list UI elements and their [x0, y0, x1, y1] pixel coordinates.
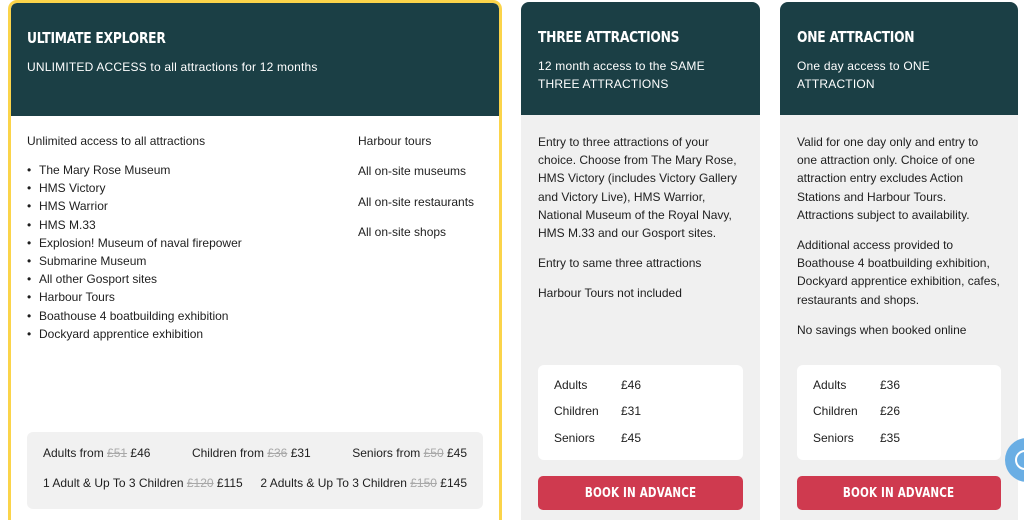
card-header [521, 2, 760, 115]
new-price: £31 [290, 446, 311, 460]
attractions-intro: Unlimited access to all attractions [27, 134, 206, 148]
price-row-adults [554, 378, 727, 393]
book-in-advance-button[interactable] [538, 476, 743, 510]
price-value: £31 [621, 404, 642, 419]
price-table [797, 365, 1001, 460]
card-header [780, 2, 1018, 115]
description-paragraph: Harbour Tours not included [538, 286, 682, 301]
card-subtitle: One day access to ONE ATTRACTION [797, 59, 930, 91]
ticket-card-one-attraction [780, 2, 1018, 520]
price-family-2-adults [260, 476, 467, 491]
new-price: £115 [216, 476, 243, 490]
price-label: Seniors [813, 430, 854, 445]
list-item: • Explosion! Museum of naval firepower [27, 234, 347, 252]
price-label: Adults [813, 378, 847, 392]
list-item: • Submarine Museum [27, 252, 347, 270]
list-item: • The Mary Rose Museum [27, 161, 347, 179]
list-item: • HMS M.33 [27, 216, 347, 234]
list-item: • HMS Victory [27, 179, 347, 197]
price-value: £36 [880, 378, 901, 392]
feature-item: All on-site shops [358, 224, 447, 239]
description-paragraph: Entry to three attractions of your choice. Choose from The Mary Rose, HMS Victory (includes Victory Gallery and Victory Live), HMS Warrior, National Museum of the Royal Navy, HMS M.33 and our Gosport sites. [538, 135, 737, 241]
card-subtitle: UNLIMITED ACCESS to all attractions for 12 months [27, 60, 318, 74]
price-label: Seniors [554, 430, 595, 445]
price-row-adults [813, 378, 985, 393]
price-row-children [554, 404, 727, 419]
price-row-children [813, 404, 985, 419]
description-paragraph: No savings when booked online [797, 322, 967, 337]
features-column [358, 134, 483, 343]
price-label: 1 Adult & Up To 3 Children [43, 476, 184, 490]
price-label: Adults [554, 378, 588, 392]
card-title: ONE ATTRACTION [797, 28, 915, 46]
feature-item: Harbour tours [358, 134, 432, 148]
book-in-advance-button[interactable] [797, 476, 1001, 510]
price-seniors [352, 446, 467, 461]
price-label: Children [554, 404, 599, 419]
price-family-1-adult [43, 476, 243, 491]
card-header [11, 3, 499, 116]
description-paragraph: Valid for one day only and entry to one attraction only. Choice of one attraction entry excludes Action Stations and Harbour Tours. Attractions subject to availability. [797, 135, 979, 222]
old-price: £50 [423, 446, 444, 460]
card-subtitle: 12 month access to the SAME THREE ATTRACTIONS [538, 59, 705, 91]
price-children [192, 446, 311, 461]
list-item: • Harbour Tours [27, 288, 347, 306]
old-price: £36 [267, 446, 288, 460]
price-value: £35 [880, 430, 901, 445]
chat-icon [1015, 450, 1024, 470]
list-item: • Dockyard apprentice exhibition [27, 325, 347, 343]
card-title: ULTIMATE EXPLORER [27, 29, 166, 47]
price-label: Children [813, 404, 858, 419]
feature-item: All on-site museums [358, 164, 467, 179]
old-price: £120 [186, 476, 214, 490]
price-value: £45 [621, 430, 642, 445]
ticket-card-ultimate-explorer [8, 0, 502, 520]
list-item: • All other Gosport sites [27, 270, 347, 288]
card-body [780, 115, 1018, 520]
attractions-column [27, 134, 347, 343]
feature-item: All on-site restaurants [358, 194, 475, 209]
ticket-card-three-attractions [521, 2, 760, 520]
price-label: 2 Adults & Up To 3 Children [260, 476, 407, 490]
price-label: Adults from [43, 446, 104, 460]
price-row-seniors [813, 431, 985, 446]
card-body [11, 116, 499, 520]
price-value: £46 [621, 378, 642, 392]
button-label: BOOK IN ADVANCE [584, 485, 697, 501]
new-price: £46 [130, 446, 151, 460]
new-price: £145 [440, 476, 467, 490]
attractions-list [27, 161, 347, 343]
price-row-individuals [43, 446, 467, 461]
description-paragraph: Additional access provided to Boathouse 4 boatbuilding exhibition, Dockyard apprentice exhibition, cafes, restaurants and shops. [797, 238, 1000, 307]
price-row-seniors [554, 431, 727, 446]
old-price: £150 [410, 476, 437, 490]
button-label: BOOK IN ADVANCE [843, 485, 955, 501]
price-summary-box [27, 432, 483, 509]
card-title: THREE ATTRACTIONS [538, 28, 680, 46]
price-adults [43, 446, 150, 461]
list-item: • Boathouse 4 boatbuilding exhibition [27, 307, 347, 325]
price-label: Children from [191, 446, 264, 460]
old-price: £51 [107, 446, 128, 460]
list-item: • HMS Warrior [27, 197, 347, 215]
description-paragraph: Entry to same three attractions [538, 256, 702, 271]
card-body [521, 115, 760, 520]
price-value: £26 [880, 404, 901, 419]
new-price: £45 [446, 446, 467, 460]
price-table [538, 365, 743, 460]
price-row-families [43, 476, 467, 491]
price-label: Seniors from [352, 446, 421, 460]
